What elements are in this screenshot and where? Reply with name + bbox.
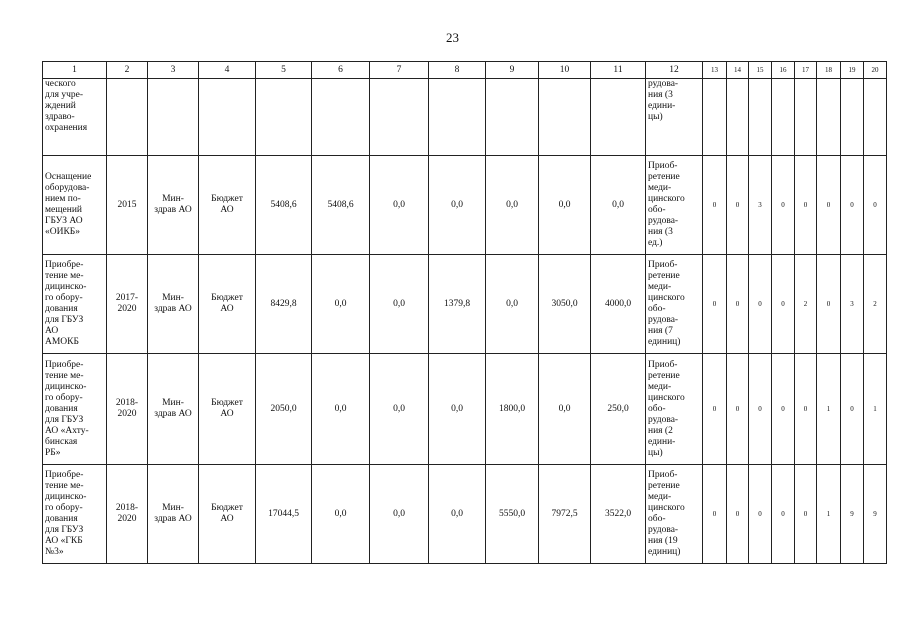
column-number: 10 — [539, 62, 591, 79]
row-value-cell: 1800,0 — [486, 354, 539, 465]
row-value-cell: 0,0 — [370, 354, 429, 465]
column-number: 11 — [591, 62, 646, 79]
row-value-cell: 0,0 — [486, 255, 539, 354]
column-number: 3 — [148, 62, 199, 79]
row-value-cell: 5550,0 — [486, 465, 539, 564]
column-number: 15 — [749, 62, 772, 79]
row-indicator-cell: 1 — [817, 354, 841, 465]
row-value-cell: 1379,8 — [429, 255, 486, 354]
row-indicator-cell: 0 — [817, 255, 841, 354]
row-indicator-cell: 0 — [864, 156, 887, 255]
row-value-cell: 0,0 — [370, 156, 429, 255]
row-indicator-cell — [703, 79, 727, 156]
column-number: 9 — [486, 62, 539, 79]
row-value-cell: 4000,0 — [591, 255, 646, 354]
table-header-row — [43, 62, 887, 79]
row-value-cell: 0,0 — [370, 465, 429, 564]
row-name-cell: ческого для учре- ждений здраво- охранения — [43, 79, 107, 156]
row-executor-cell — [148, 79, 199, 156]
row-value-cell: 3522,0 — [591, 465, 646, 564]
row-name-cell: Приобре- тение ме- дицинско- го обору- дования для ГБУЗ АО «Ахту- бинская РБ» — [43, 354, 107, 465]
row-indicator-cell: 3 — [749, 156, 772, 255]
column-number: 13 — [703, 62, 727, 79]
row-indicator-cell: 9 — [864, 465, 887, 564]
row-source-cell: Бюджет АО — [199, 255, 256, 354]
table-row — [43, 255, 887, 354]
row-indicator-cell: 1 — [817, 465, 841, 564]
row-value-cell: 0,0 — [370, 255, 429, 354]
row-value-cell — [256, 79, 312, 156]
row-value-cell — [539, 79, 591, 156]
column-number: 14 — [727, 62, 749, 79]
row-value-cell: 5408,6 — [256, 156, 312, 255]
row-executor-cell: Мин- здрав АО — [148, 156, 199, 255]
row-indicator-cell — [772, 79, 795, 156]
row-value-cell: 0,0 — [539, 354, 591, 465]
row-indicator-cell: 0 — [795, 354, 817, 465]
column-number: 12 — [646, 62, 703, 79]
row-indicator-cell: 0 — [772, 255, 795, 354]
row-indicator-cell: 0 — [727, 255, 749, 354]
row-value-cell: 0,0 — [539, 156, 591, 255]
row-result-cell: Приоб- ретение меди- цинского обо- рудова- ния (19 единиц) — [646, 465, 703, 564]
row-value-cell: 250,0 — [591, 354, 646, 465]
row-indicator-cell — [795, 79, 817, 156]
column-number: 1 — [43, 62, 107, 79]
row-indicator-cell: 0 — [841, 156, 864, 255]
row-value-cell: 7972,5 — [539, 465, 591, 564]
row-value-cell: 2050,0 — [256, 354, 312, 465]
row-indicator-cell: 0 — [749, 465, 772, 564]
column-number: 2 — [107, 62, 148, 79]
row-indicator-cell — [727, 79, 749, 156]
row-value-cell: 3050,0 — [539, 255, 591, 354]
row-value-cell: 0,0 — [429, 465, 486, 564]
row-value-cell — [312, 79, 370, 156]
row-executor-cell: Мин- здрав АО — [148, 354, 199, 465]
row-value-cell: 17044,5 — [256, 465, 312, 564]
row-indicator-cell: 0 — [703, 354, 727, 465]
row-source-cell: Бюджет АО — [199, 354, 256, 465]
row-result-cell: Приоб- ретение меди- цинского обо- рудова- ния (7 единиц) — [646, 255, 703, 354]
row-indicator-cell: 0 — [727, 465, 749, 564]
row-value-cell: 0,0 — [312, 354, 370, 465]
table-row — [43, 465, 887, 564]
row-indicator-cell: 2 — [795, 255, 817, 354]
table-row — [43, 156, 887, 255]
row-value-cell: 5408,6 — [312, 156, 370, 255]
row-indicator-cell: 0 — [727, 354, 749, 465]
table-row — [43, 354, 887, 465]
row-indicator-cell: 0 — [749, 354, 772, 465]
row-value-cell — [591, 79, 646, 156]
row-result-cell: рудова- ния (3 едини- цы) — [646, 79, 703, 156]
row-indicator-cell: 0 — [703, 156, 727, 255]
row-source-cell — [199, 79, 256, 156]
row-value-cell — [486, 79, 539, 156]
row-indicator-cell: 3 — [841, 255, 864, 354]
row-indicator-cell: 0 — [795, 465, 817, 564]
row-indicator-cell — [749, 79, 772, 156]
row-indicator-cell: 0 — [841, 354, 864, 465]
column-number: 4 — [199, 62, 256, 79]
column-number: 17 — [795, 62, 817, 79]
row-result-cell: Приоб- ретение меди- цинского обо- рудова- ния (3 ед.) — [646, 156, 703, 255]
row-name-cell: Оснащение оборудова- нием по- мещений ГБУЗ АО «ОИКБ» — [43, 156, 107, 255]
program-table — [42, 61, 887, 564]
row-value-cell — [429, 79, 486, 156]
page-number: 23 — [446, 30, 459, 45]
column-number: 18 — [817, 62, 841, 79]
column-number: 19 — [841, 62, 864, 79]
row-value-cell: 0,0 — [312, 465, 370, 564]
column-number: 20 — [864, 62, 887, 79]
row-indicator-cell: 0 — [703, 465, 727, 564]
column-number: 5 — [256, 62, 312, 79]
row-executor-cell: Мин- здрав АО — [148, 255, 199, 354]
row-indicator-cell: 0 — [772, 354, 795, 465]
row-source-cell: Бюджет АО — [199, 465, 256, 564]
row-indicator-cell: 9 — [841, 465, 864, 564]
row-indicator-cell — [864, 79, 887, 156]
column-number: 7 — [370, 62, 429, 79]
row-value-cell: 0,0 — [486, 156, 539, 255]
row-indicator-cell: 0 — [795, 156, 817, 255]
row-value-cell: 0,0 — [312, 255, 370, 354]
row-name-cell: Приобре- тение ме- дицинско- го обору- дования для ГБУЗ АО АМОКБ — [43, 255, 107, 354]
row-indicator-cell: 1 — [864, 354, 887, 465]
row-year-cell: 2018- 2020 — [107, 465, 148, 564]
row-year-cell: 2018- 2020 — [107, 354, 148, 465]
row-value-cell — [370, 79, 429, 156]
row-indicator-cell: 0 — [772, 465, 795, 564]
row-source-cell: Бюджет АО — [199, 156, 256, 255]
table-row — [43, 79, 887, 156]
row-name-cell: Приобре- тение ме- дицинско- го обору- дования для ГБУЗ АО «ГКБ №3» — [43, 465, 107, 564]
row-value-cell: 0,0 — [429, 156, 486, 255]
row-indicator-cell: 0 — [727, 156, 749, 255]
row-executor-cell: Мин- здрав АО — [148, 465, 199, 564]
row-indicator-cell: 0 — [703, 255, 727, 354]
row-value-cell: 8429,8 — [256, 255, 312, 354]
column-number: 8 — [429, 62, 486, 79]
row-year-cell — [107, 79, 148, 156]
row-value-cell: 0,0 — [591, 156, 646, 255]
row-indicator-cell: 2 — [864, 255, 887, 354]
row-value-cell: 0,0 — [429, 354, 486, 465]
row-indicator-cell: 0 — [817, 156, 841, 255]
row-indicator-cell — [841, 79, 864, 156]
row-indicator-cell — [817, 79, 841, 156]
row-result-cell: Приоб- ретение меди- цинского обо- рудова- ния (2 едини- цы) — [646, 354, 703, 465]
column-number: 6 — [312, 62, 370, 79]
column-number: 16 — [772, 62, 795, 79]
row-indicator-cell: 0 — [749, 255, 772, 354]
row-year-cell: 2017- 2020 — [107, 255, 148, 354]
row-year-cell: 2015 — [107, 156, 148, 255]
row-indicator-cell: 0 — [772, 156, 795, 255]
